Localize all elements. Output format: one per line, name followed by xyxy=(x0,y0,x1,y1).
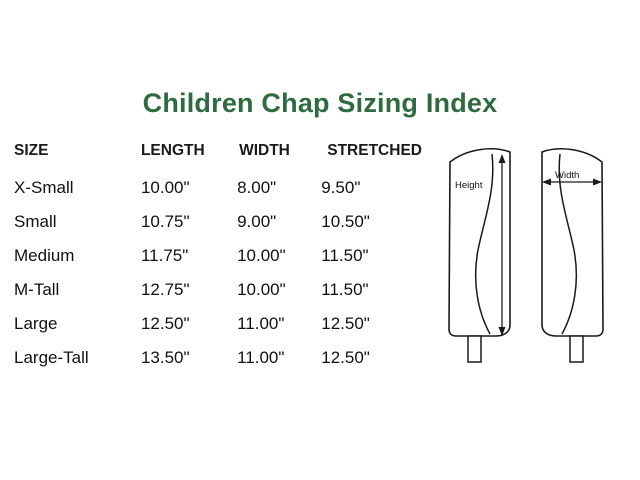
table-row xyxy=(14,171,444,205)
cell-stretched: 11.50" xyxy=(321,246,369,265)
table-row xyxy=(14,341,444,375)
cell-width: 9.00" xyxy=(237,212,277,231)
cell-size: Small xyxy=(14,212,57,231)
cell-size: Large xyxy=(14,314,58,333)
cell-size: Medium xyxy=(14,246,75,265)
sizing-table xyxy=(14,142,444,375)
cell-size: Large-Tall xyxy=(14,348,89,367)
table-header-row xyxy=(14,142,444,171)
table-row xyxy=(14,273,444,307)
table-row xyxy=(14,239,444,273)
column-header-size: SIZE xyxy=(14,142,49,159)
cell-stretched: 12.50" xyxy=(321,348,370,367)
cell-length: 12.75" xyxy=(140,280,190,299)
cell-length: 12.50" xyxy=(140,314,190,333)
page-title: Children Chap Sizing Index xyxy=(142,88,498,118)
cell-width: 11.00" xyxy=(237,348,285,367)
column-header-stretched: STRETCHED xyxy=(327,142,422,159)
cell-width: 8.00" xyxy=(237,178,277,197)
cell-stretched: 10.50" xyxy=(321,212,370,231)
cell-stretched: 12.50" xyxy=(321,314,370,333)
column-header-length: LENGTH xyxy=(140,142,205,159)
chap-diagram-svg xyxy=(438,140,634,372)
width-label: Width xyxy=(555,170,580,181)
cell-stretched: 9.50" xyxy=(321,178,361,197)
cell-width: 10.00" xyxy=(237,280,286,299)
cell-width: 11.00" xyxy=(237,314,285,333)
cell-length: 10.00" xyxy=(140,178,190,197)
sizing-table-container xyxy=(14,142,444,375)
cell-length: 10.75" xyxy=(140,212,190,231)
cell-length: 13.50" xyxy=(140,348,190,367)
cell-size: M-Tall xyxy=(14,280,60,299)
column-header-width: WIDTH xyxy=(239,142,290,159)
cell-length: 11.75" xyxy=(140,246,189,265)
height-label: Height xyxy=(455,180,483,191)
table-row xyxy=(14,205,444,239)
table-row xyxy=(14,307,444,341)
chap-diagram xyxy=(438,140,634,370)
cell-stretched: 11.50" xyxy=(321,280,369,299)
cell-size: X-Small xyxy=(14,178,74,197)
cell-width: 10.00" xyxy=(237,246,286,265)
